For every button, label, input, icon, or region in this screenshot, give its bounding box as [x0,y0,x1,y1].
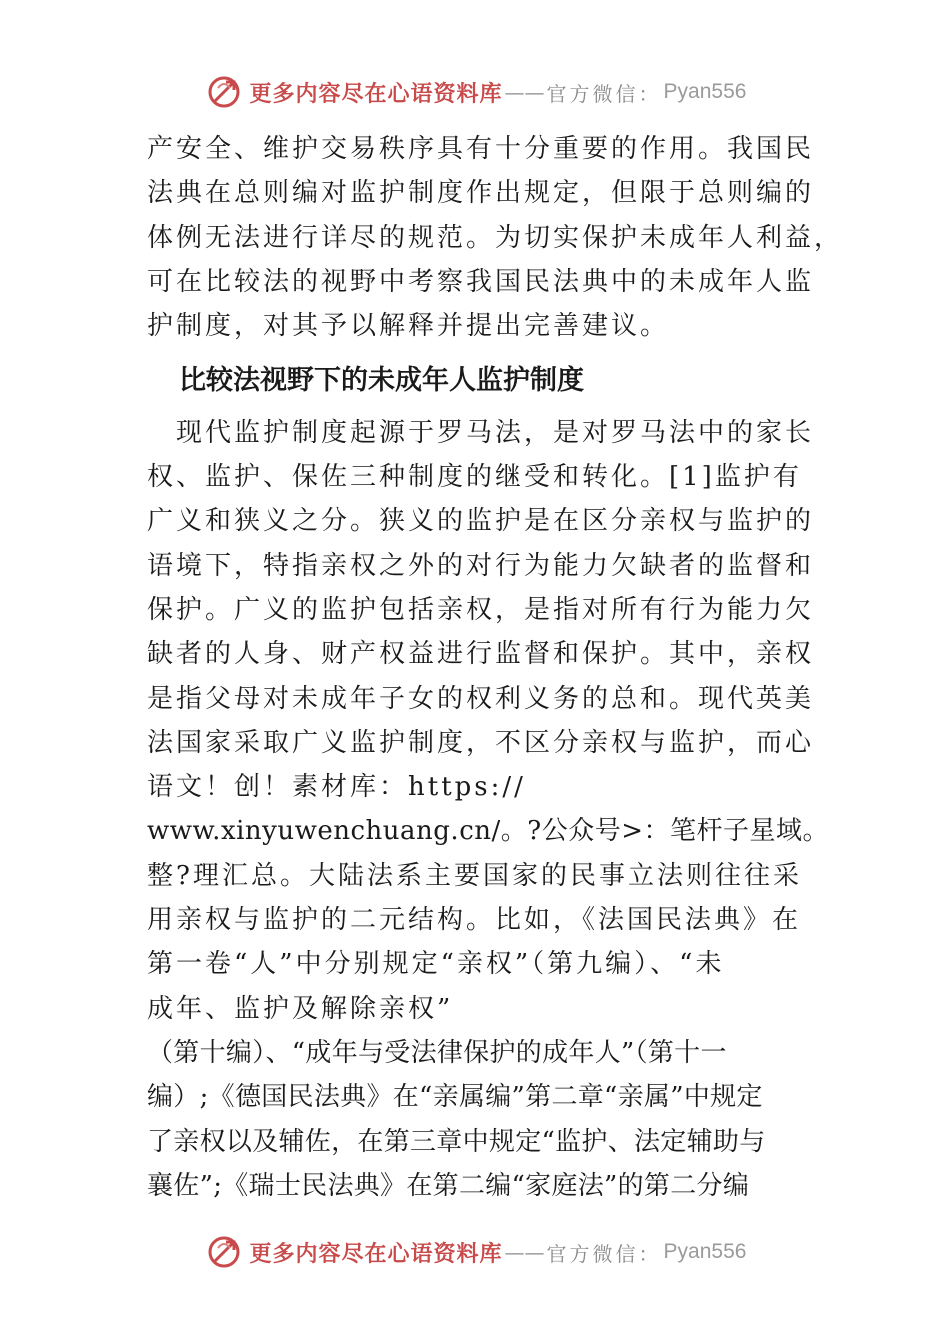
text-line: 权、监护、保佐三种制度的继受和转化。[1]监护有 [147,462,802,493]
text-line: 广义和狭义之分。狭义的监护是在区分亲权与监护的 [147,506,815,537]
text-line: 了亲权以及辅佐，在第三章中规定“监护、法定辅助与 [147,1126,766,1157]
document-body [147,127,844,1208]
banner-account: Pyan556 [663,1240,747,1263]
text-line: 成年、监护及解除亲权” [147,993,454,1024]
paragraph-1 [147,127,844,348]
text-line: 用亲权与监护的二元结构。比如，《法国民法典》在 [147,905,802,936]
banner-wechat-label: 官方微信： [546,81,662,106]
text-line: 法国家采取广义监护制度，不区分亲权与监护，而心 [147,727,815,758]
text-line: 可在比较法的视野中考察我国民法典中的未成年人监 [147,266,815,297]
text-line: 体例无法进行详尽的规范。为切实保护未成年人利益， [147,222,844,253]
text-line: 襄佐”;《瑞士民法典》在第二编“家庭法”的第二分编 [147,1170,750,1201]
brand-logo-icon [204,72,244,112]
section-heading: 比较法视野下的未成年人监护制度 [179,365,584,396]
text-line: 缺者的人身、财产权益进行监督和保护。其中，亲权 [147,639,815,670]
paragraph-2 [147,411,829,1208]
footer-banner [0,1230,950,1274]
text-line: 第一卷“人”中分别规定“亲权”（第九编）、“未 [147,949,725,980]
text-line: 法典在总则编对监护制度作出规定，但限于总则编的 [147,178,815,209]
banner-dash: —— [504,80,545,104]
header-banner [0,70,950,114]
text-line: 产安全、维护交易秩序具有十分重要的作用。我国民 [147,134,815,164]
text-line: （第十编）、“成年与受法律保护的成年人”（第十一 [147,1037,727,1068]
banner-brand-text: 更多内容尽在心语资料库 [249,80,503,107]
text-line: 编）;《德国民法典》在“亲属编”第二章“亲属”中规定 [147,1082,763,1113]
banner-brand-text: 更多内容尽在心语资料库 [249,1240,503,1267]
text-line-url: www.xinyuwenchuang.cn/。?公众号>：笔杆子星域。 [147,816,829,847]
text-line: 语文！创！素材库：https:// [147,772,526,803]
banner-wechat-label: 官方微信： [546,1241,662,1266]
text-line: 语境下，特指亲权之外的对行为能力欠缺者的监督和 [147,550,815,581]
text-line: 是指父母对未成年子女的权利义务的总和。现代英美 [147,683,815,714]
text-line: 现代监护制度起源于罗马法，是对罗马法中的家长 [147,417,815,448]
text-line: 整?理汇总。大陆法系主要国家的民事立法则往往采 [147,860,802,891]
text-line: 护制度，对其予以解释并提出完善建议。 [147,311,670,342]
banner-account: Pyan556 [663,80,747,103]
brand-logo-icon [204,1232,244,1272]
banner-dash: —— [504,1240,545,1264]
text-line: 保护。广义的监护包括亲权，是指对所有行为能力欠 [147,594,815,625]
